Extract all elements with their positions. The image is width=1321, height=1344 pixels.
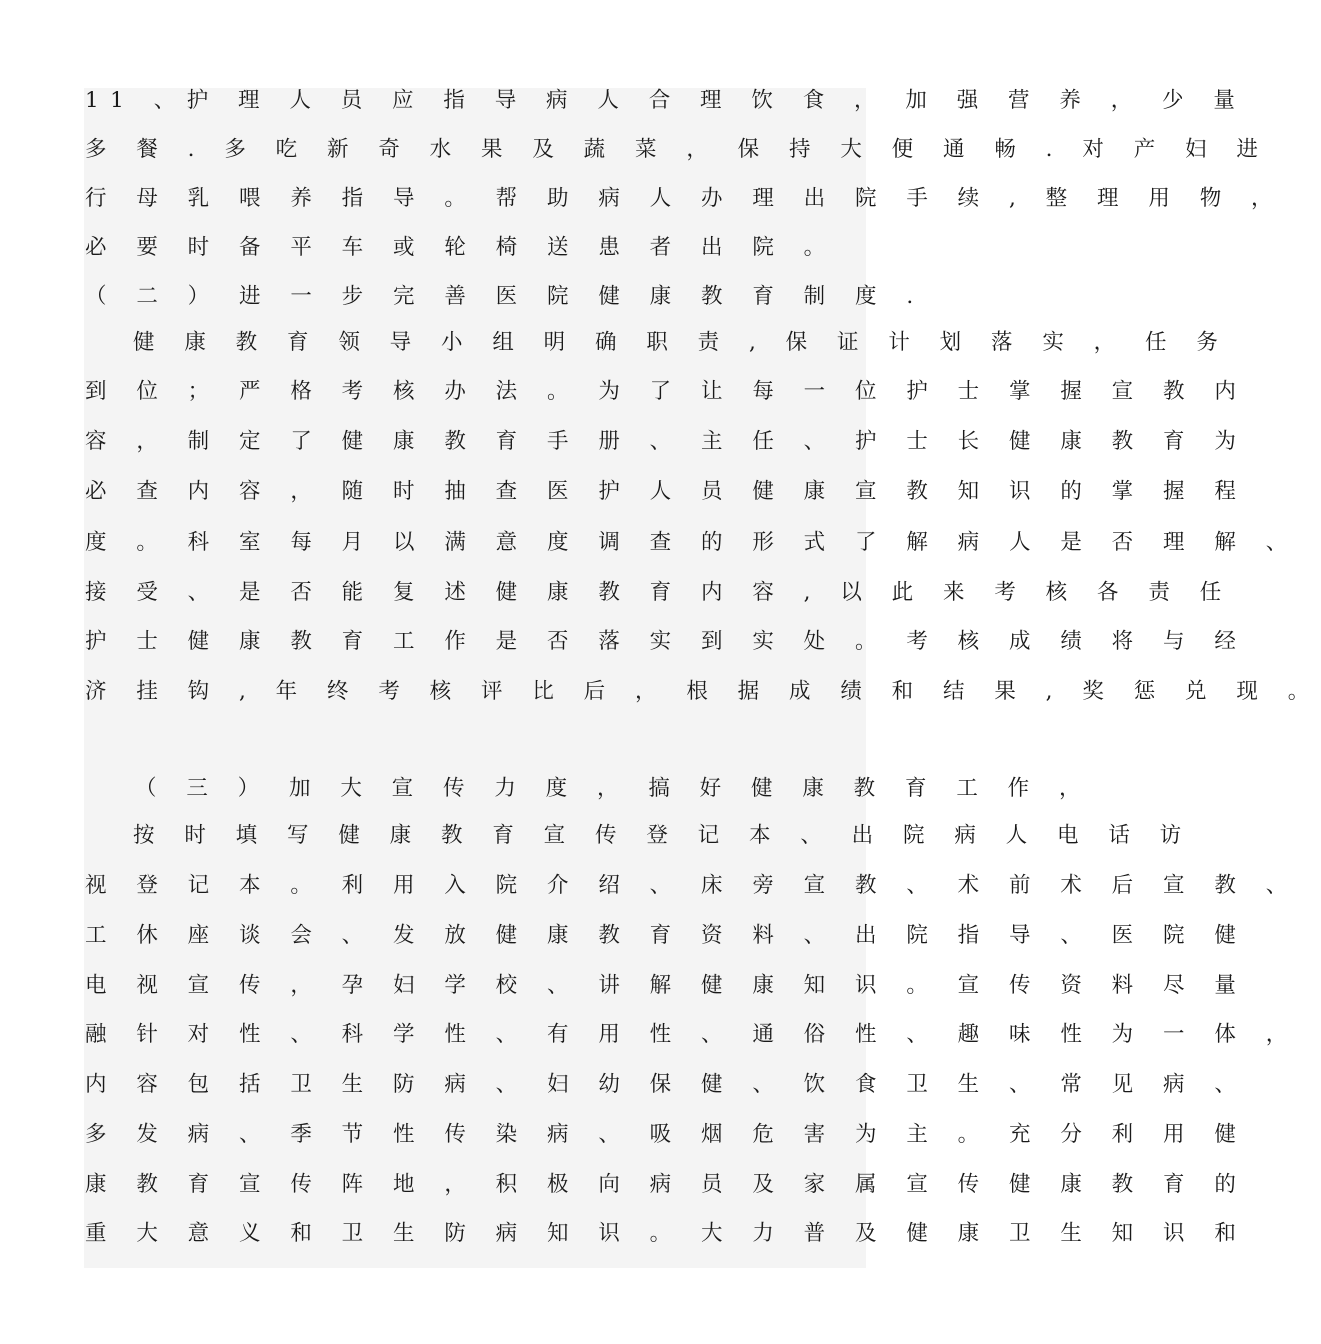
text-line: 按 时 填 写 健 康 教 育 宣 传 登 记 本 、 出 院 病 人 电 话 访 bbox=[133, 823, 1193, 848]
section-heading: （ 二 ） 进 一 步 完 善 医 院 健 康 教 育 制 度 . bbox=[85, 284, 925, 309]
text-line: 到 位 ； 严 格 考 核 办 法 。 为 了 让 每 一 位 护 士 掌 握 宣 教 内 bbox=[85, 379, 1248, 404]
text-line: 11 、护 理 人 员 应 指 导 病 人 合 理 饮 食 ， 加 强 营 养 ， 少 量 bbox=[85, 88, 1247, 113]
text-line: 内 容 包 括 卫 生 防 病 、 妇 幼 保 健 、 饮 食 卫 生 、 常 见 病 、 bbox=[85, 1072, 1248, 1097]
text-line: 康 教 育 宣 传 阵 地 ， 积 极 向 病 员 及 家 属 宣 传 健 康 教 育 的 bbox=[85, 1172, 1248, 1197]
text-line: 多 餐 . 多 吃 新 奇 水 果 及 蔬 菜 ， 保 持 大 便 通 畅 . 对 产 妇 进 bbox=[85, 137, 1270, 162]
text-line: 视 登 记 本 。 利 用 入 院 介 绍 、 床 旁 宣 教 、 术 前 术 后 宣 教 、 bbox=[85, 873, 1299, 898]
text-line: 接 受 、 是 否 能 复 述 健 康 教 育 内 容 , 以 此 来 考 核 各 责 任 bbox=[85, 580, 1233, 605]
text-line: 工 休 座 谈 会 、 发 放 健 康 教 育 资 料 、 出 院 指 导 、 医 院 健 bbox=[85, 923, 1248, 948]
text-line: 容 ， 制 定 了 健 康 教 育 手 册 、 主 任 、 护 士 长 健 康 教 育 为 bbox=[85, 429, 1248, 454]
text-line: 行 母 乳 喂 养 指 导 。 帮 助 病 人 办 理 出 院 手 续 , 整 理 用 物 ， bbox=[85, 186, 1285, 211]
text-line: 融 针 对 性 、 科 学 性 、 有 用 性 、 通 俗 性 、 趣 味 性 为 一 体 ， bbox=[85, 1022, 1299, 1047]
text-line: 必 查 内 容 ， 随 时 抽 查 医 护 人 员 健 康 宣 教 知 识 的 掌 握 程 bbox=[85, 479, 1248, 504]
text-line: 电 视 宣 传 ， 孕 妇 学 校 、 讲 解 健 康 知 识 。 宣 传 资 料 尽 量 bbox=[85, 973, 1248, 998]
text-line: 多 发 病 、 季 节 性 传 染 病 、 吸 烟 危 害 为 主 。 充 分 利 用 健 bbox=[85, 1122, 1248, 1147]
text-line: 重 大 意 义 和 卫 生 防 病 知 识 。 大 力 普 及 健 康 卫 生 知 识 和 bbox=[85, 1221, 1248, 1246]
text-line: 健 康 教 育 领 导 小 组 明 确 职 责 , 保 证 计 划 落 实 ， 任 务 bbox=[133, 330, 1230, 355]
text-line: 度 。 科 室 每 月 以 满 意 度 调 查 的 形 式 了 解 病 人 是 否 理 解 、 bbox=[85, 530, 1299, 555]
text-line: 济 挂 钩 , 年 终 考 核 评 比 后 ， 根 据 成 绩 和 结 果 , 奖 惩 兑 现 。 bbox=[85, 679, 1321, 704]
section-heading: （ 三 ） 加 大 宣 传 力 度 ， 搞 好 健 康 教 育 工 作 ， bbox=[135, 776, 1093, 801]
text-line: 必 要 时 备 平 车 或 轮 椅 送 患 者 出 院 。 bbox=[85, 235, 837, 260]
text-line: 护 士 健 康 教 育 工 作 是 否 落 实 到 实 处 。 考 核 成 绩 将 与 经 bbox=[85, 629, 1248, 654]
